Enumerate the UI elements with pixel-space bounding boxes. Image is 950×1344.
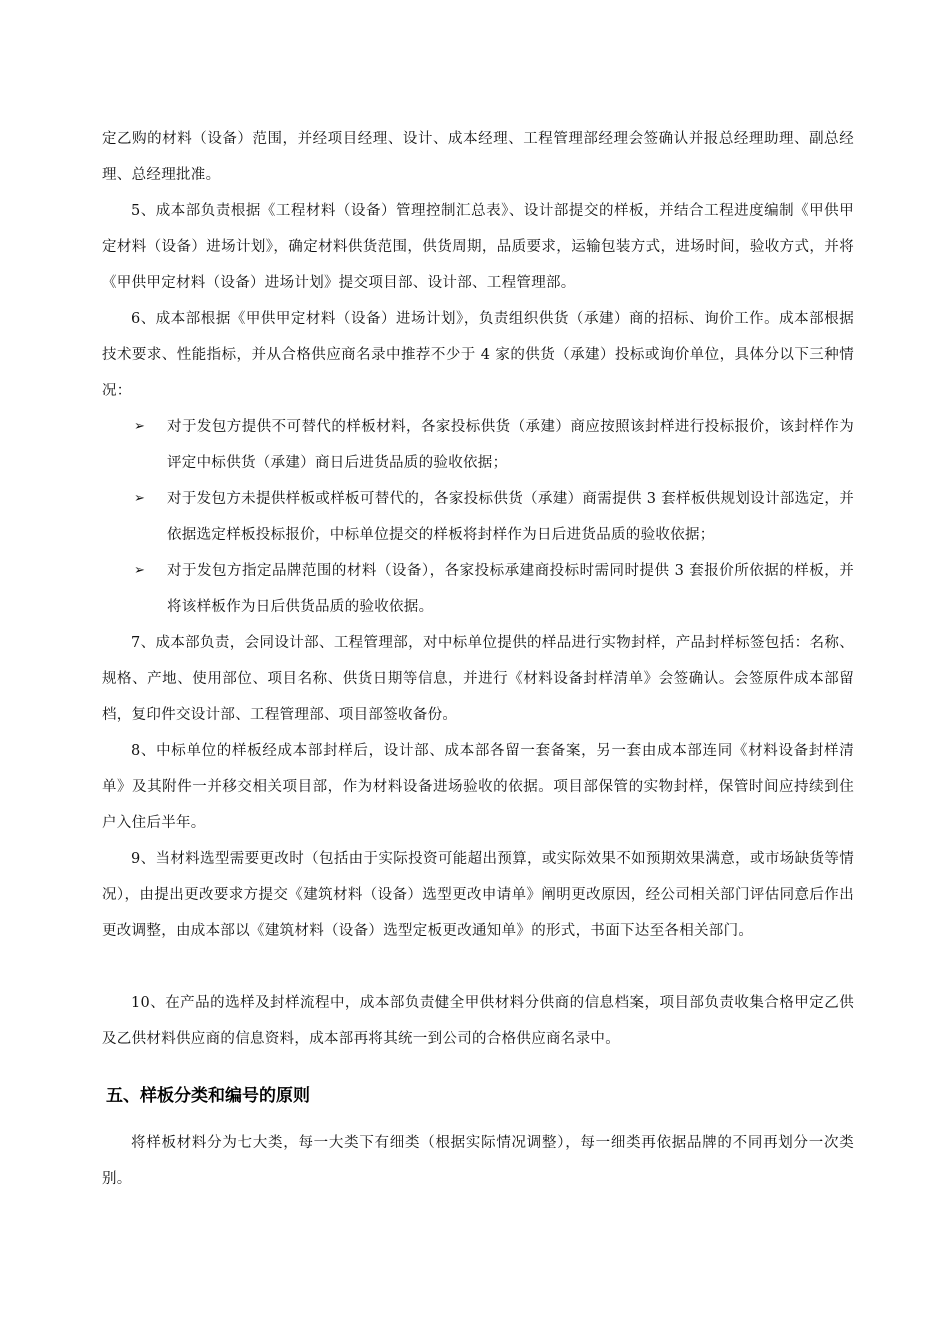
- bullet-item-1: [134, 409, 854, 481]
- paragraph-continuation: 定乙购的材料（设备）范围，并经项目经理、设计、成本经理、工程管理部经理会签确认并报总经理助理、副总经理、总经理批准。: [102, 131, 854, 183]
- arrow-bullet-icon: ➢: [134, 563, 146, 578]
- paragraph-item-8: 8、中标单位的样板经成本部封样后，设计部、成本部各留一套备案，另一套由成本部连同《材料设备封样清单》及其附件一并移交相关项目部，作为材料设备进场验收的依据。项目部保管的实物封样，保管时间应持续到住户入住后半年。: [102, 743, 854, 831]
- paragraph-classification: 将样板材料分为七大类，每一大类下有细类（根据实际情况调整），每一细类再依据品牌的不同再划分一次类别。: [102, 1135, 854, 1187]
- section-heading: 五、样板分类和编号的原则: [106, 1086, 310, 1106]
- paragraph-item-7: 7、成本部负责，会同设计部、工程管理部，对中标单位提供的样品进行实物封样，产品封样标签包括：名称、规格、产地、使用部位、项目名称、供货日期等信息，并进行《材料设备封样清单》会签确认。会签原件成本部留档，复印件交设计部、工程管理部、项目部签收备份。: [102, 635, 854, 723]
- bullet-item-2: [134, 481, 854, 553]
- bullet-text: 对于发包方指定品牌范围的材料（设备），各家投标承建商投标时需同时提供 3 套报价所依据的样板，并将该样板作为日后供货品质的验收依据。: [167, 563, 854, 615]
- paragraph-item-9: 9、当材料选型需要更改时（包括由于实际投资可能超出预算，或实际效果不如预期效果满意，或市场缺货等情况），由提出更改要求方提交《建筑材料（设备）选型更改申请单》阐明更改原因，经公司相关部门评估同意后作出更改调整，由成本部以《建筑材料（设备）选型定板更改通知单》的形式，书面下达至各相关部门。: [102, 851, 854, 939]
- arrow-bullet-icon: ➢: [134, 491, 146, 506]
- bullet-text: 对于发包方提供不可替代的样板材料，各家投标供货（承建）商应按照该封样进行投标报价，该封样作为评定中标供货（承建）商日后进货品质的验收依据；: [167, 419, 854, 471]
- arrow-bullet-icon: ➢: [134, 419, 146, 434]
- paragraph-item-10: 10、在产品的选样及封样流程中，成本部负责健全甲供材料分供商的信息档案，项目部负责收集合格甲定乙供及乙供材料供应商的信息资料，成本部再将其统一到公司的合格供应商名录中。: [102, 995, 854, 1047]
- bullet-item-3: [134, 553, 854, 625]
- bullet-text: 对于发包方未提供样板或样板可替代的，各家投标供货（承建）商需提供 3 套样板供规划设计部选定，并依据选定样板投标报价，中标单位提交的样板将封样作为日后进货品质的验收依据；: [167, 491, 854, 543]
- paragraph-item-5: 5、成本部负责根据《工程材料（设备）管理控制汇总表》、设计部提交的样板，并结合工程进度编制《甲供甲定材料（设备）进场计划》，确定材料供货范围，供货周期，品质要求，运输包装方式，进场时间，验收方式，并将《甲供甲定材料（设备）进场计划》提交项目部、设计部、工程管理部。: [102, 203, 854, 291]
- paragraph-item-6: 6、成本部根据《甲供甲定材料（设备）进场计划》，负责组织供货（承建）商的招标、询价工作。成本部根据技术要求、性能指标，并从合格供应商名录中推荐不少于 4 家的供货（承建）投标或询价单位，具体分以下三种情况：: [102, 311, 854, 399]
